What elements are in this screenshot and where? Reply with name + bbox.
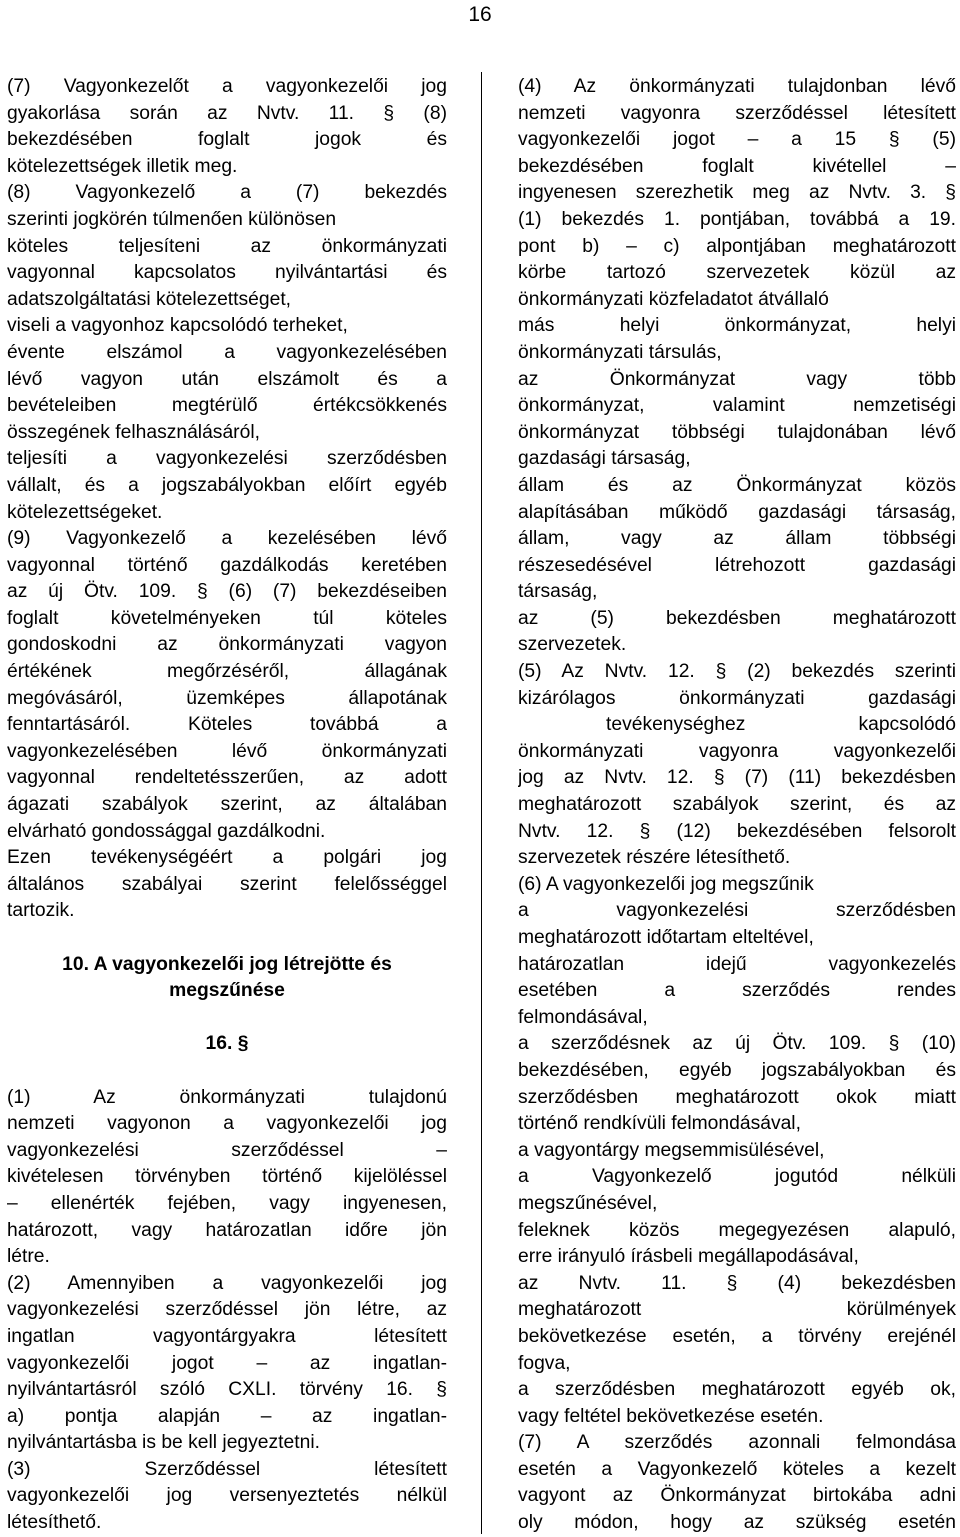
right-column-line: az Nvtv. 11. § (4) bekezdésben	[518, 1272, 956, 1294]
right-column-line: erre irányuló írásbeli megállapodásával,	[518, 1246, 859, 1268]
right-column-line: a szerződésben meghatározott egyéb ok,	[518, 1379, 956, 1401]
left-column-line: az új Ötv. 109. § (6) (7) bekezdéseiben	[7, 581, 447, 603]
left-column-line: vagyonnal rendeltetésszerűen, az adott	[7, 767, 447, 789]
left-column-line: a) pontja alapján – az ingatlan-	[7, 1405, 447, 1427]
right-column-line: alapításában működő gazdasági társaság,	[518, 501, 956, 523]
right-column-line: megszűnésével,	[518, 1192, 658, 1214]
left-column	[7, 74, 447, 1537]
left-column-line: (2) Amennyiben a vagyonkezelői jog	[7, 1272, 447, 1294]
right-column-line: az (5) bekezdésben meghatározott	[518, 607, 956, 629]
left-column-line	[7, 1058, 447, 1085]
left-column-line: ingatlan vagyontárgyakra létesített	[7, 1325, 447, 1347]
right-column-line: körbe tartozó szervezetek közül az	[518, 262, 956, 284]
left-column-line: gyakorlása során az Nvtv. 11. § (8)	[7, 102, 447, 124]
right-column-line: bekövetkezése esetén, a törvény erejénél	[518, 1325, 956, 1347]
right-column-line: (6) A vagyonkezelői jog megszűnik	[518, 873, 814, 895]
left-column-line: (9) Vagyonkezelő a kezelésében lévő	[7, 528, 447, 550]
right-column-line: nemzeti vagyonra szerződéssel létesített	[518, 102, 956, 124]
left-column-line: (3) Szerződéssel létesített	[7, 1458, 447, 1480]
right-column-line: bekezdésében foglalt kivétellel –	[518, 155, 956, 177]
left-column-line	[7, 1005, 447, 1032]
left-column-line: nemzeti vagyonon a vagyonkezelői jog	[7, 1113, 447, 1135]
right-column-line: a vagyonkezelési szerződésben	[518, 900, 956, 922]
left-column-line: megszűnése	[169, 980, 285, 1002]
left-column-line: vagyonkezelési szerződéssel jön létre, az	[7, 1299, 447, 1321]
left-column-line: vagyonkezelési szerződéssel –	[7, 1139, 447, 1161]
right-column-line: vagy feltétel bekövetkezése esetén.	[518, 1405, 824, 1427]
left-column-line: foglalt követelményeken túl köteles	[7, 607, 447, 629]
right-column-line: önkormányzati vagyonra vagyonkezelői	[518, 740, 956, 762]
left-column-line: adatszolgáltatási kötelezettséget,	[7, 288, 292, 310]
right-column-line: (7) A szerződés azonnali felmondása	[518, 1432, 956, 1454]
right-column-line: (4) Az önkormányzati tulajdonban lévő	[518, 76, 956, 97]
left-column-line: vállalt, és a jogszabályokban előírt egyéb	[7, 474, 447, 496]
left-column-line: általános szabályai szerint felelősséggel	[7, 873, 447, 895]
left-column-line: ágazati szabályok szerint, az általában	[7, 794, 447, 816]
right-column-line: határozatlan idejű vagyonkezelés	[518, 953, 956, 975]
right-column-line: feleknek közös megegyezésen alapuló,	[518, 1219, 956, 1241]
left-column-line: nyilvántartásba is be kell jegyeztetni.	[7, 1432, 320, 1454]
right-column-line: állam, vagy az állam többségi	[518, 528, 956, 550]
left-column-line: összegének felhasználásáról,	[7, 421, 260, 443]
right-column-line: tevékenységhez kapcsolódó	[606, 714, 956, 736]
right-column-line: oly módon, hogy az szükség esetén	[518, 1512, 956, 1534]
left-column-line: évente elszámol a vagyonkezelésében	[7, 341, 447, 363]
right-column-line: (5) Az Nvtv. 12. § (2) bekezdés szerinti	[518, 661, 956, 683]
right-column-line: önkormányzati közfeladatot átvállaló	[518, 288, 829, 310]
left-column-line: bevételeiben megtérülő értékcsökkenés	[7, 395, 447, 417]
right-column-line: a Vagyonkezelő jogutód nélküli	[518, 1166, 956, 1188]
right-column-line: meghatározott időtartam elteltével,	[518, 927, 814, 948]
left-column-line: vagyonnal kapcsolatos nyilvántartási és	[7, 262, 447, 284]
right-column-line: jog az Nvtv. 12. § (7) (11) bekezdésben	[518, 767, 956, 789]
right-column-line: kizárólagos önkormányzati gazdasági	[518, 687, 956, 709]
right-column-line: felmondásával,	[518, 1006, 648, 1028]
left-column-line: bekezdésében foglalt jogok és	[7, 129, 447, 151]
right-column-line: önkormányzati társulás,	[518, 341, 722, 363]
left-column-line: vagyonkezelői jog versenyeztetés nélkül	[7, 1485, 447, 1507]
left-column-line: (7) Vagyonkezelőt a vagyonkezelői jog	[7, 76, 447, 97]
right-column-line: fogva,	[518, 1352, 571, 1374]
left-column-line	[7, 925, 447, 952]
left-column-line: – ellenérték fejében, vagy ingyenesen,	[7, 1192, 447, 1214]
left-column-line: Ezen tevékenységéért a polgári jog	[7, 847, 447, 869]
left-column-line: létre.	[7, 1246, 50, 1268]
right-column-line: önkormányzat, valamint nemzetiségi	[518, 395, 956, 417]
left-column-line: 10. A vagyonkezelői jog létrejötte és	[62, 953, 392, 975]
right-column-line: esetében a szerződés rendes	[518, 980, 956, 1002]
right-column-line: az Önkormányzat vagy több	[518, 368, 956, 390]
page-number: 16	[468, 3, 492, 26]
left-column-line: vagyonkezelésében lévő önkormányzati	[7, 740, 447, 762]
left-column-line: vagyonnal történő gazdálkodás keretében	[7, 554, 447, 576]
right-column-line: részesedésével létrehozott gazdasági	[518, 554, 956, 576]
left-column-line: fenntartásáról. Köteles továbbá a	[7, 714, 447, 736]
right-column-line: állam és az Önkormányzat közös	[518, 474, 956, 496]
right-column-line: (1) bekezdés 1. pontjában, továbbá a 19.	[518, 208, 956, 230]
right-column-line: meghatározott szabályok szerint, és az	[518, 794, 956, 816]
right-column-line: meghatározott körülmények	[518, 1299, 956, 1321]
right-column-line: társaság,	[518, 581, 598, 603]
right-column-line: szervezetek részére létesíthető.	[518, 847, 791, 869]
right-column-line: vagyont az Önkormányzat birtokába adni	[518, 1485, 956, 1507]
left-column-line: nyilvántartásról szóló CXLI. törvény 16. §	[7, 1379, 447, 1401]
left-column-line: 16. §	[205, 1033, 249, 1055]
left-column-line: értékének megőrzéséről, állagának	[7, 661, 447, 683]
right-column-line: gazdasági társaság,	[518, 448, 691, 470]
left-column-line: elvárható gondossággal gazdálkodni.	[7, 820, 326, 842]
right-column-line: ingyenesen szerezhetik meg az Nvtv. 3. §	[518, 182, 956, 204]
left-column-line: lévő vagyon után elszámolt és a	[7, 368, 447, 390]
left-column-line: (1) Az önkormányzati tulajdonú	[7, 1086, 447, 1108]
left-column-line: kötelezettségeket.	[7, 501, 163, 523]
left-column-line: köteles teljesíteni az önkormányzati	[7, 235, 447, 257]
right-column-line: önkormányzat többségi tulajdonában lévő	[518, 421, 956, 443]
left-column-line: teljesíti a vagyonkezelési szerződésben	[7, 448, 447, 470]
column-divider	[481, 72, 482, 1534]
right-column-line: történő rendkívüli felmondásával,	[518, 1113, 801, 1135]
right-column-line: vagyonkezelői jogot – a 15 § (5)	[518, 129, 956, 151]
left-column-line: gondoskodni az önkormányzati vagyon	[7, 634, 447, 656]
right-column-line: a szerződésnek az új Ötv. 109. § (10)	[518, 1033, 956, 1055]
right-column-line: a vagyontárgy megsemmisülésével,	[518, 1139, 825, 1161]
left-column-line: létesíthető.	[7, 1512, 102, 1534]
left-column-line: vagyonkezelői jogot – az ingatlan-	[7, 1352, 447, 1374]
left-column-line: viseli a vagyonhoz kapcsolódó terheket,	[7, 315, 348, 337]
right-column-line: Nvtv. 12. § (12) bekezdésében felsorolt	[518, 820, 956, 842]
right-column-line: esetén a Vagyonkezelő köteles a kezelt	[518, 1458, 956, 1480]
left-column-line: kivételesen törvényben történő kijelöléssel	[7, 1166, 447, 1188]
left-column-line: tartozik.	[7, 900, 75, 922]
right-column-line: más helyi önkormányzat, helyi	[518, 315, 956, 337]
right-column-line: bekezdésében, egyéb jogszabályokban és	[518, 1059, 956, 1081]
left-column-line: megóvásáról, üzemképes állapotának	[7, 687, 447, 709]
left-column-line: határozott, vagy határozatlan időre jön	[7, 1219, 447, 1241]
left-column-line: kötelezettségek illetik meg.	[7, 155, 238, 177]
right-column-line: szerződésben meghatározott okok miatt	[518, 1086, 956, 1108]
right-column-line: szervezetek.	[518, 634, 627, 656]
right-column-line: pont b) – c) alpontjában meghatározott	[518, 235, 956, 257]
left-column-line: (8) Vagyonkezelő a (7) bekezdés	[7, 182, 447, 204]
left-column-line: szerinti jogkörén túlmenően különösen	[7, 208, 337, 230]
right-column	[518, 74, 956, 1537]
